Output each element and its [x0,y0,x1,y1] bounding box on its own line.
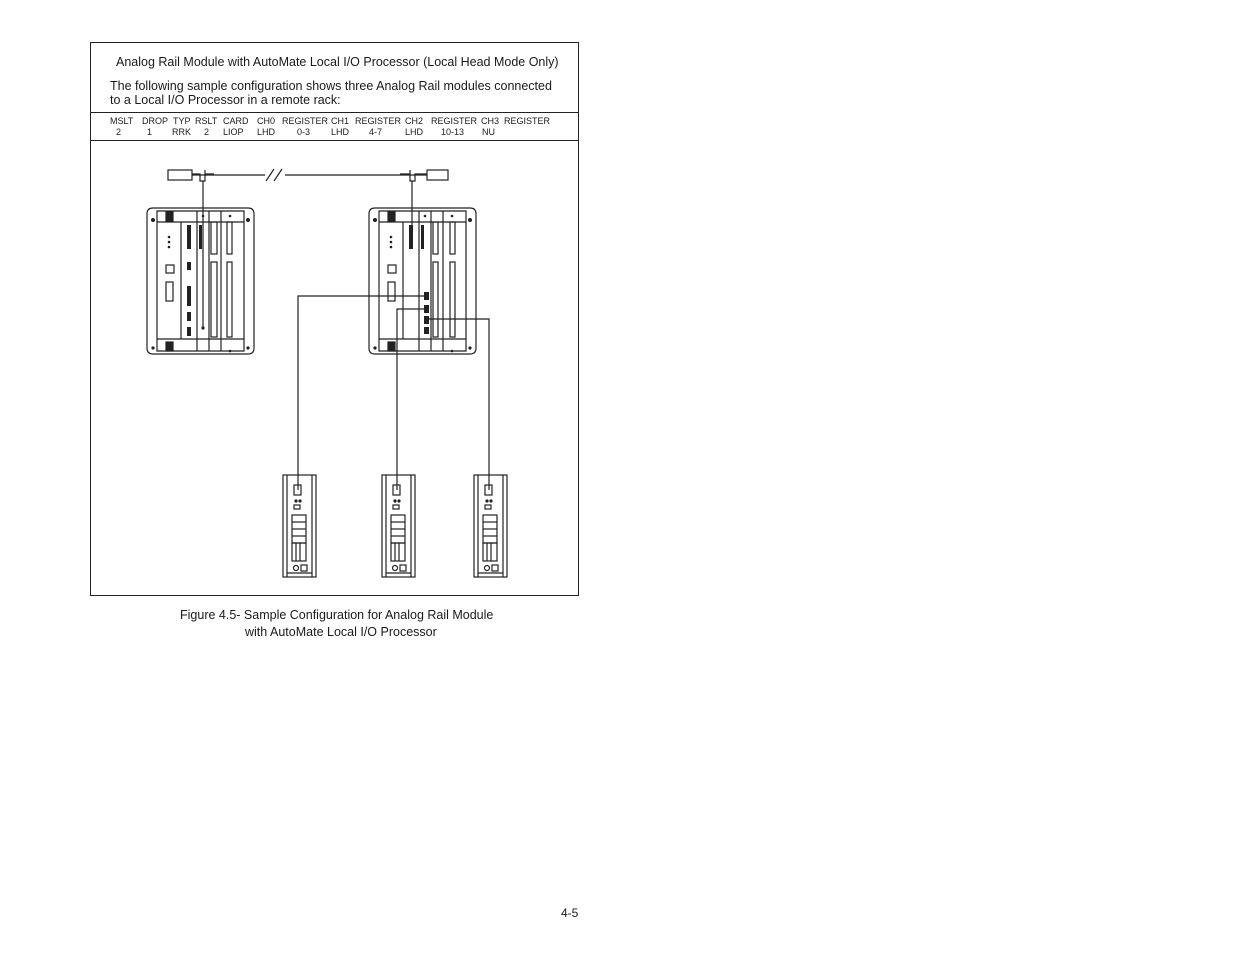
header-ch1: CH1 [331,116,350,126]
header-ch0: CH0 [257,116,276,126]
value-card: LIOP [223,127,244,137]
value-drop: 1 [147,127,153,137]
rail-cables [298,296,489,490]
header-card: CARD [223,116,249,126]
header-register-2: REGISTER [431,116,478,126]
rail-module-1 [283,475,316,577]
value-register-1: 4-7 [369,127,383,137]
network-trunk-cable [192,169,427,181]
value-typ: RRK [172,127,192,137]
description-line-2: to a Local I/O Processor in a remote rack: [110,93,341,107]
figure-caption-line-2: with AutoMate Local I/O Processor [245,625,437,639]
left-rack [147,208,254,354]
rail-module-3 [474,475,507,577]
header-rslt: RSLT [195,116,218,126]
header-mslt: MSLT [110,116,134,126]
header-register-0: REGISTER [282,116,329,126]
value-ch0: LHD [257,127,276,137]
header-ch2: CH2 [405,116,424,126]
value-mslt: 2 [116,127,122,137]
value-rslt: 2 [204,127,210,137]
description-line-1: The following sample configuration shows three Analog Rail modules connected [110,79,552,93]
header-drop: DROP [142,116,169,126]
value-register-0: 0-3 [297,127,311,137]
header-ch3: CH3 [481,116,500,126]
figure-title: Analog Rail Module with AutoMate Local I/O Processor (Local Head Mode Only) [116,55,559,69]
value-ch2: LHD [405,127,424,137]
right-rack [369,208,476,354]
header-typ: TYP [173,116,191,126]
value-ch3: NU [482,127,495,137]
page-number: 4-5 [561,906,579,920]
rail-module-2 [382,475,415,577]
figure-caption-line-1: Figure 4.5- Sample Configuration for Analog Rail Module [180,608,494,622]
value-register-2: 10-13 [441,127,465,137]
header-register-1: REGISTER [355,116,402,126]
header-register-3: REGISTER [504,116,551,126]
value-ch1: LHD [331,127,350,137]
